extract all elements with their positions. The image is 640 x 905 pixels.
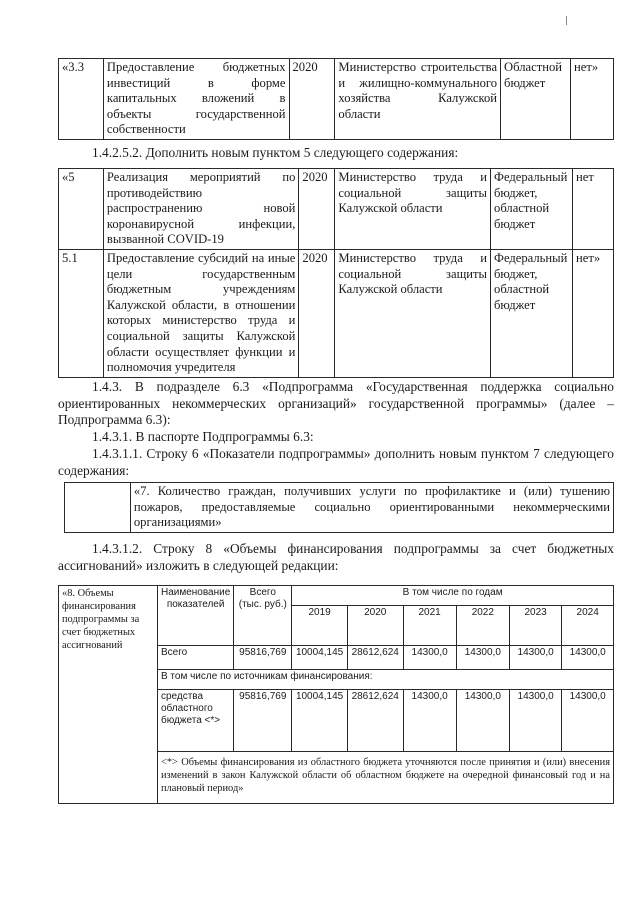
value-2019: 10004,145 — [292, 690, 348, 752]
event-name: Реализация мероприятий по противодействию распространению новой коронавирусной инфекции, вызванной COVID-19 — [103, 169, 299, 250]
flag: нет» — [571, 59, 614, 140]
executor: Министерство строительства и жилищно-коммунального хозяйства Калужской области — [335, 59, 501, 140]
footnote: <*> Объемы финансирования из областного бюджета уточняются после принятия и (или) внесения изменений в закон Калужской области об областном бюджете на очередной финансовый год и на плановый период» — [157, 752, 613, 804]
year-2024: 2024 — [562, 606, 614, 646]
table-row — [65, 483, 614, 533]
year-2021: 2021 — [403, 606, 456, 646]
indicator-text: «7. Количество граждан, получивших услуги по профилактике и (или) тушению пожаров, предоставляемые социально ориентированными некоммерческими организациями» — [130, 483, 613, 533]
row-region-label: средства областного бюджета <*> — [157, 690, 233, 752]
executor: Министерство труда и социальной защиты Калужской области — [335, 169, 491, 250]
funding-source: Федеральный бюджет, областной бюджет — [491, 249, 573, 377]
row-total-label: Всего — [157, 646, 233, 670]
value-2021: 14300,0 — [403, 646, 456, 670]
value-2020: 28612,624 — [347, 690, 403, 752]
value-2023: 14300,0 — [509, 646, 561, 670]
row-number: «3.3 — [59, 59, 104, 140]
table-row — [59, 249, 614, 377]
paragraph-1-4-3 — [58, 379, 614, 429]
column-header-total: Всего (тыс. руб.) — [234, 586, 292, 646]
paragraph-1-4-2-5-2: 1.4.2.5.2. Дополнить новым пунктом 5 следующего содержания: — [92, 145, 459, 160]
table-row — [59, 59, 614, 140]
year-2020: 2020 — [347, 606, 403, 646]
value-2022: 14300,0 — [456, 646, 509, 670]
table-measures-3-3 — [58, 58, 614, 140]
event-name: Предоставление субсидий на иные цели государственным бюджетным учреждениям Калужской области, в отношении которых министерство труда и социальной защиты Калужской области осуществляет функции и полномочия учредителя — [103, 249, 299, 377]
paragraph-text: 1.4.3.1.1. Строку 6 «Показатели подпрограммы» дополнить новым пунктом 7 следующего содержания: — [58, 446, 614, 478]
sources-header: В том числе по источникам финансирования: — [157, 670, 613, 690]
row-total-sum: 95816,769 — [234, 646, 292, 670]
empty-cell — [65, 483, 131, 533]
value-2024: 14300,0 — [562, 690, 614, 752]
paragraph-1-4-3-1: 1.4.3.1. В паспорте Подпрограммы 6.3: — [92, 429, 314, 444]
table-measures-5 — [58, 168, 614, 378]
scan-mark — [566, 16, 567, 25]
value-2023: 14300,0 — [509, 690, 561, 752]
year: 2020 — [289, 59, 335, 140]
row-region-sum: 95816,769 — [234, 690, 292, 752]
table-indicator-7 — [64, 482, 614, 533]
column-header-years: В том числе по годам — [292, 586, 614, 606]
column-header-name: Наименование показателей — [157, 586, 233, 646]
row-label: «8. Объемы финансирования подпрограммы за счет бюджетных ассигнований — [59, 586, 158, 804]
year: 2020 — [299, 169, 335, 250]
flag: нет» — [573, 249, 614, 377]
funding-source: Областной бюджет — [501, 59, 571, 140]
year: 2020 — [299, 249, 335, 377]
paragraph-text: 1.4.3.1.2. Строку 8 «Объемы финансирования подпрограммы за счет бюджетных ассигнований» изложить в следующей редакции: — [58, 541, 614, 573]
year-2019: 2019 — [292, 606, 348, 646]
funding-source: Федеральный бюджет, областной бюджет — [491, 169, 573, 250]
value-2020: 28612,624 — [347, 646, 403, 670]
year-2022: 2022 — [456, 606, 509, 646]
value-2021: 14300,0 — [403, 690, 456, 752]
value-2024: 14300,0 — [562, 646, 614, 670]
flag: нет — [573, 169, 614, 250]
executor: Министерство труда и социальной защиты Калужской области — [335, 249, 491, 377]
paragraph-1-4-3-1-2 — [58, 541, 614, 574]
value-2019: 10004,145 — [292, 646, 348, 670]
year-2023: 2023 — [509, 606, 561, 646]
table-row — [59, 169, 614, 250]
row-number: 5.1 — [59, 249, 104, 377]
row-number: «5 — [59, 169, 104, 250]
paragraph-text: 1.4.3. В подразделе 6.3 «Подпрограмма «Государственная поддержка социально ориентированных некоммерческих организаций» государственной программы» (далее – Подпрограмма 6.3): — [58, 379, 614, 428]
table-financing — [58, 585, 614, 804]
event-name: Предоставление бюджетных инвестиций в форме капитальных вложений в объекты государственной собственности — [103, 59, 289, 140]
paragraph-1-4-3-1-1 — [58, 446, 614, 479]
value-2022: 14300,0 — [456, 690, 509, 752]
table-row — [59, 586, 614, 606]
